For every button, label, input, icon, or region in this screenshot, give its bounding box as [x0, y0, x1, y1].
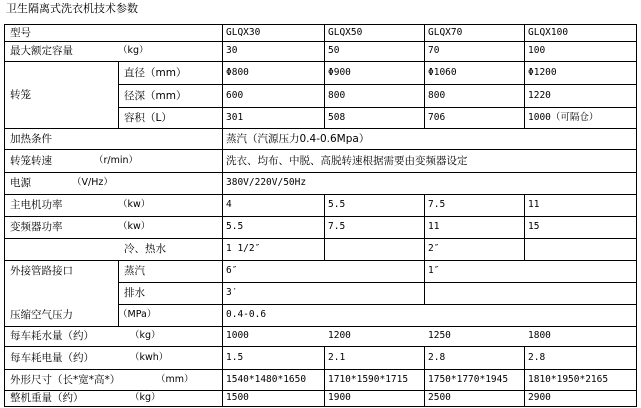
pipes-label: 外接管路接口: [10, 265, 73, 277]
power_use-value-3: 2.8: [428, 351, 446, 363]
table-rule: [4, 238, 637, 239]
motor-label-unit: （kw）: [118, 199, 151, 210]
table-rule: [222, 24, 223, 129]
drum-depth-value-2: 800: [328, 89, 346, 101]
pipes-water-large: 2″: [428, 243, 440, 254]
page-title: 卫生隔离式洗衣机技术参数: [6, 2, 138, 15]
size-label: [10, 372, 218, 388]
speed-label: [10, 153, 218, 169]
motor-label: [10, 197, 218, 213]
pipes-water-label: 冷、热水: [124, 243, 166, 255]
table-rule: [118, 61, 119, 129]
inverter-value-3: 11: [428, 221, 440, 232]
speed-value: 洗衣、均布、中脱、高脱转速根据需要由变频器设定: [226, 154, 468, 167]
capacity-label-text: 最大额定容量: [10, 45, 73, 57]
size-value-1: 1540*1480*1650: [226, 373, 307, 385]
table-rule: [118, 107, 637, 108]
drum-volume-value-3: 706: [428, 111, 446, 123]
header-label: 型号: [10, 26, 31, 39]
table-rule: [118, 304, 637, 305]
weight-value-3: 2500: [428, 392, 451, 403]
drum-volume-value-2: 508: [328, 111, 346, 123]
table-rule: [4, 260, 637, 261]
model-2: GLQX50: [328, 26, 363, 38]
heating-value: 蒸汽（汽源压力0.4-0.6Mpa）: [226, 132, 370, 145]
size-value-3: 1750*1770*1945: [428, 373, 509, 385]
inverter-value-4: 15: [528, 221, 540, 232]
drum-label: 转笼: [10, 88, 31, 101]
power_use-label-text: 每车耗电量（约）: [10, 351, 94, 364]
pipes-drain-label: 排水: [124, 287, 145, 299]
size-label-text: 外形尺寸（长*宽*高*）: [10, 373, 121, 386]
air-label-text: 压缩空气压力: [10, 309, 73, 321]
table-rule: [4, 194, 637, 195]
capacity-value-4: 100: [528, 45, 546, 56]
table-rule: [324, 346, 325, 407]
table-rule: [222, 346, 223, 407]
water_use-label-unit: （kg）: [130, 330, 161, 341]
pipes-water-small: 1 1/2″: [226, 243, 261, 254]
table-rule: [424, 24, 425, 129]
table-rule: [4, 61, 637, 62]
motor-value-3: 7.5: [428, 199, 446, 210]
spec-table: [4, 24, 636, 406]
water_use-label: [10, 328, 218, 344]
power_use-value-2: 2.1: [328, 351, 346, 363]
table-rule: [4, 128, 637, 129]
table-rule: [4, 172, 637, 173]
pipes-drain-value: 3′: [226, 287, 238, 298]
pipes-steam-small: 6″: [226, 265, 238, 276]
table-rule: [4, 406, 637, 407]
pipes-steam-label: 蒸汽: [124, 265, 145, 277]
weight-value-4: 2900: [528, 392, 551, 403]
drum-diameter-value-3: Φ1060: [428, 66, 457, 78]
inverter-label: [10, 219, 218, 235]
speed-label-text: 转笼转速: [10, 154, 52, 167]
model-1: GLQX30: [226, 26, 261, 38]
drum-diameter-value-1: Φ800: [226, 66, 249, 78]
capacity-value-3: 70: [428, 45, 440, 56]
drum-diameter-value-4: Φ1200: [528, 66, 557, 78]
table-rule: [4, 41, 637, 42]
model-3: GLQX70: [428, 26, 463, 38]
drum-depth-label: 径深（mm）: [124, 89, 187, 102]
drum-volume-value-4: 1000（可隔仓）: [528, 111, 599, 123]
capacity-label: [10, 43, 218, 59]
capacity-value-1: 30: [226, 45, 238, 56]
motor-value-2: 5.5: [328, 199, 346, 210]
power_use-value-1: 1.5: [226, 351, 244, 363]
weight-label-unit: （kg）: [130, 392, 161, 403]
table-rule: [524, 346, 525, 407]
power-value: 380V/220V/50Hz: [226, 177, 307, 188]
inverter-label-unit: （kw）: [118, 221, 151, 232]
model-4: GLQX100: [528, 26, 569, 38]
water_use-value-1: 1000: [226, 330, 249, 341]
table-rule: [636, 24, 637, 407]
table-rule: [4, 149, 637, 150]
table-rule: [4, 346, 637, 347]
power-label-unit: （V/Hz）: [72, 177, 113, 188]
table-rule: [4, 24, 5, 407]
table-rule: [4, 326, 637, 327]
motor-value-1: 4: [226, 199, 232, 210]
table-rule: [4, 369, 637, 370]
table-rule: [424, 346, 425, 407]
water_use-value-2: 1200: [328, 330, 351, 341]
drum-volume-value-1: 301: [226, 111, 244, 123]
drum-depth-value-1: 600: [226, 89, 244, 101]
power-label-text: 电源: [10, 177, 31, 189]
heating-label: 加热条件: [10, 132, 52, 145]
size-value-4: 1810*1950*2165: [528, 373, 609, 385]
power_use-label: [10, 350, 218, 366]
drum-depth-value-4: 1220: [528, 89, 551, 101]
drum-diameter-label: 直径（mm）: [124, 66, 187, 79]
table-rule: [222, 128, 223, 195]
motor-value-4: 11: [528, 199, 540, 210]
size-value-2: 1710*1590*1715: [328, 373, 409, 385]
size-label-unit: （mm）: [156, 373, 194, 385]
weight-label: [10, 390, 218, 406]
capacity-label-unit: （kg）: [118, 45, 149, 56]
table-rule: [524, 24, 525, 129]
motor-label-text: 主电机功率: [10, 199, 63, 211]
power-label: [10, 175, 218, 191]
power_use-label-unit: （kwh）: [130, 351, 169, 363]
pipes-steam-large: 1″: [428, 265, 440, 276]
inverter-value-1: 5.5: [226, 221, 244, 232]
inverter-label-text: 变频器功率: [10, 221, 63, 233]
drum-depth-value-3: 800: [428, 89, 446, 101]
weight-label-text: 整机重量（约）: [10, 392, 84, 404]
water_use-label-text: 每车耗水量（约）: [10, 330, 94, 342]
table-rule: [324, 24, 325, 129]
air-label: [10, 307, 218, 323]
table-rule: [222, 326, 223, 347]
table-rule: [424, 194, 425, 261]
table-rule: [222, 260, 223, 327]
weight-value-1: 1500: [226, 392, 249, 403]
air-value: 0.4-0.6: [226, 309, 267, 320]
table-rule: [118, 84, 637, 85]
table-rule: [4, 216, 637, 217]
inverter-value-2: 7.5: [328, 221, 346, 232]
table-rule: [222, 194, 223, 261]
water_use-value-4: 1800: [528, 330, 551, 341]
water_use-value-3: 1250: [428, 330, 451, 341]
power_use-value-4: 2.8: [528, 351, 546, 363]
speed-label-unit: （r/min）: [94, 154, 139, 166]
weight-value-2: 1900: [328, 392, 351, 403]
drum-volume-label: 容积（L）: [124, 111, 172, 124]
drum-diameter-value-2: Φ900: [328, 66, 351, 78]
capacity-value-2: 50: [328, 45, 340, 56]
table-rule: [118, 282, 637, 283]
air-label-unit: （MPa）: [118, 309, 157, 320]
